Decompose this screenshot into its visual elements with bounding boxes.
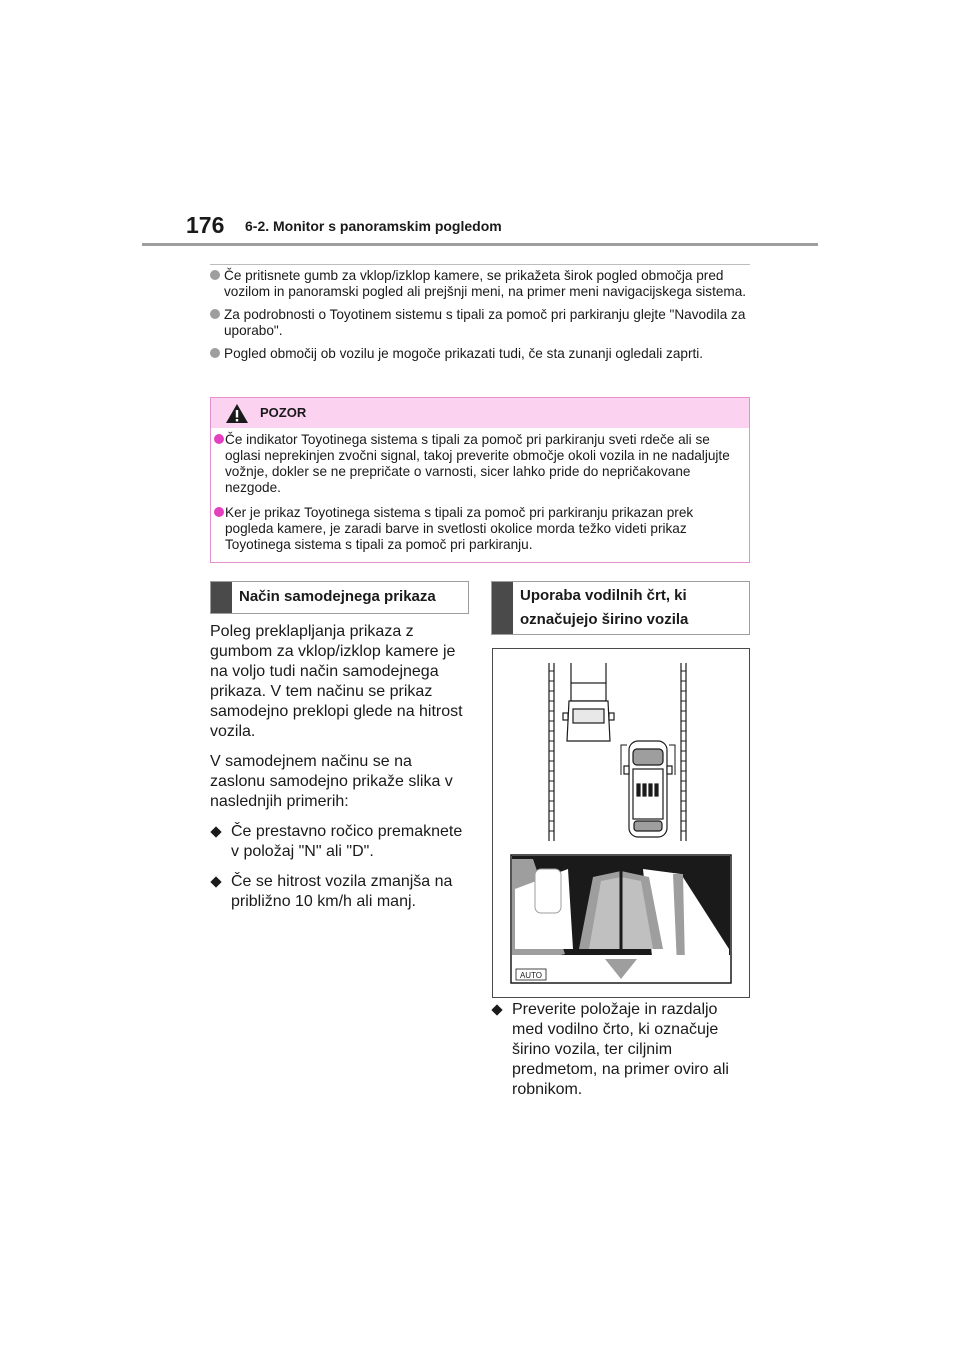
bullet-dot-icon [210, 270, 220, 280]
bullet-dot-icon [210, 309, 220, 319]
caution-text: Če indikator Toyotinega sistema s tipali za pomoč pri parkiranju sveti rdeče ali se oglasi neprekinjen zvočni signal, takoj preverite območje okoli vozila in ne nadaljujte vožnje, dokler se ne prepričate o varnosti, sicer lahko pride do nepričakovane nezgode. [225, 432, 730, 495]
caution-box [210, 397, 750, 563]
bullet-dot-icon [210, 348, 220, 358]
list-item [210, 872, 468, 912]
heading-bar [492, 582, 513, 634]
bullet-dot-icon [214, 434, 224, 444]
vehicle-width-guide-illustration [492, 648, 750, 998]
right-column-body [491, 1000, 749, 1110]
bullet-dot-icon [214, 507, 224, 517]
list-item-text: Preverite položaje in razdaljo med vodilno črto, ki označuje širino vozila, ter ciljnim predmetom, na primer oviro ali robnikom. [512, 1001, 729, 1098]
diamond-bullet-icon [210, 876, 221, 887]
caution-item [211, 432, 743, 496]
note-text: Pogled območij ob vozilu je mogoče prikazati tudi, če sta zunanji ogledali zaprti. [224, 346, 704, 361]
heading-text: Način samodejnega prikaza [239, 588, 436, 605]
header-rule [142, 243, 818, 246]
list-item [491, 1000, 749, 1100]
paragraph: V samodejnem načinu se na zaslonu samodejno prikaže slika v naslednjih primerih: [210, 753, 453, 810]
left-section-heading [210, 581, 469, 614]
heading-text [520, 584, 743, 632]
note-item [210, 346, 750, 362]
list-item-text: Če prestavno ročico premaknete v položaj "N" ali "D". [231, 823, 463, 860]
paragraph: Poleg preklapljanja prikaza z gumbom za vklop/izklop kamere je na voljo tudi način samodejnega prikaza. V tem načinu se prikaz samodejno preklopi glede na hitrost vozila. [210, 623, 463, 740]
own-vehicle [624, 741, 672, 837]
heading-line: Uporaba vodilnih črt, ki [520, 587, 687, 604]
diamond-bullet-icon [210, 826, 221, 837]
left-column-body [210, 622, 468, 922]
list-item [210, 822, 468, 862]
monitor-screen [511, 855, 731, 983]
heading-line: označujejo širino vozila [520, 611, 689, 628]
note-item [210, 307, 750, 339]
warning-triangle-icon [225, 403, 249, 424]
caution-header [211, 398, 749, 428]
heading-bar [211, 582, 232, 613]
note-text: Za podrobnosti o Toyotinem sistemu s tipali za pomoč pri parkiranju glejte "Navodila za uporabo". [224, 307, 746, 338]
caution-item [211, 505, 743, 553]
list-item-text: Če se hitrost vozila zmanjša na približno 10 km/h ali manj. [231, 873, 453, 910]
caution-text: Ker je prikaz Toyotinega sistema s tipali za pomoč pri parkiranju prikazan prek pogleda kamere, je zaradi barve in svetlosti okolice morda težko videti prikaz Toyotinega sistema s tipali za pomoč pri parkiranju. [225, 505, 694, 552]
parked-truck [563, 683, 614, 741]
auto-badge: AUTO [519, 971, 543, 980]
diamond-bullet-icon [491, 1004, 502, 1015]
caution-title: POZOR [260, 405, 307, 420]
page-number: 176 [186, 212, 225, 238]
note-item [210, 268, 750, 300]
illustration-svg [493, 649, 749, 997]
notes-top-rule [210, 264, 750, 265]
section-title: 6-2. Monitor s panoramskim pogledom [245, 218, 502, 234]
notes-list [210, 268, 750, 369]
right-section-heading [491, 581, 750, 635]
note-text: Če pritisnete gumb za vklop/izklop kamere, se prikažeta širok pogled območja pred vozilom in panoramski pogled ali prejšnji meni, na primer meni navigacijskega sistema. [224, 268, 747, 299]
